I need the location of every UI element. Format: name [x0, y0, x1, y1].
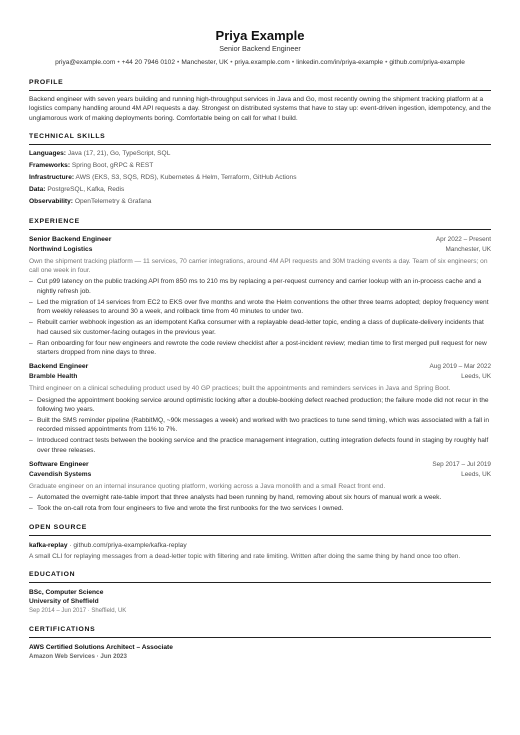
skill-value: AWS (EKS, S3, SQS, RDS), Kubernetes & Helm, Terraform, GitHub Actions [75, 173, 297, 181]
job-title: Senior Backend Engineer [29, 235, 112, 243]
education-meta: Sep 2014 – Jun 2017 · Sheffield, UK [29, 607, 127, 614]
skill-row-frameworks [29, 160, 491, 172]
bullet-item: – Ran onboarding for four new engineers and rewrote the code review checklist after a post-incident review; median time to first merged pull request for new starters dropped from nine days to three. [29, 339, 491, 358]
contact-separator: • [385, 59, 388, 66]
skill-row-observability [29, 196, 491, 208]
skill-value: Java (17, 21), Go, TypeScript, SQL [67, 149, 171, 157]
job-summary: Third engineer on a clinical scheduling product used by 40 GP practices; built the appointments and reminders services in Java and Spring Boot. [29, 385, 451, 393]
skill-row-data [29, 184, 491, 196]
bullet-item: – Built the SMS reminder pipeline (RabbitMQ, ~90k messages a week) and worked with two practices to tune send timing, which was associated with a fall in recorded missed appointments from 11% to 7%. [29, 416, 491, 435]
contact-email[interactable]: priya@example.com [55, 59, 116, 66]
job-bullets [29, 277, 491, 357]
project-link-separator: · [67, 541, 74, 549]
contact-linkedin[interactable]: linkedin.com/in/priya-example [296, 59, 384, 66]
contact-separator: • [230, 59, 233, 66]
project-name: kafka-replay [29, 541, 68, 549]
skills-list [29, 148, 491, 208]
bullet-item: – Automated the overnight rate-table import that three analysts had been running by hand, removing about six hours of manual work a week. [29, 493, 491, 502]
job-title: Backend Engineer [29, 363, 89, 371]
education-school: University of Sheffield [29, 598, 99, 606]
candidate-name: Priya Example [215, 28, 305, 43]
project-link[interactable]: github.com/priya-example/kafka-replay [73, 541, 187, 549]
candidate-role: Senior Backend Engineer [219, 44, 301, 53]
open-source-project [29, 541, 491, 551]
skill-label: Data: [29, 185, 46, 193]
contact-separator: • [117, 59, 120, 66]
job-location: Leeds, UK [461, 373, 491, 381]
bullet-item: – Designed the appointment booking service around optimistic locking after a double-booking defect reached production; the failure mode did not recur in the following two years. [29, 396, 491, 415]
job-entry-bramble [29, 362, 491, 455]
job-company: Bramble Health [29, 373, 78, 381]
job-bullets [29, 493, 491, 513]
profile-heading: PROFILE [29, 78, 491, 91]
contact-location: Manchester, UK [181, 59, 229, 66]
job-company: Cavendish Systems [29, 470, 92, 478]
skills-heading: TECHNICAL SKILLS [29, 132, 491, 145]
job-location: Manchester, UK [445, 245, 491, 253]
certification-name: AWS Certified Solutions Architect – Associate [29, 643, 173, 651]
skill-row-languages [29, 148, 491, 160]
job-company: Northwind Logistics [29, 245, 93, 253]
skill-label: Infrastructure: [29, 173, 75, 181]
job-bullets [29, 396, 491, 455]
job-title: Software Engineer [29, 460, 89, 468]
bullet-item: – Rebuilt carrier webhook ingestion as an idempotent Kafka consumer with a replayable dead-letter topic, ending a class of duplicate-delivery incidents that had caused six customer-facing outages in the previous year. [29, 318, 491, 337]
skill-label: Observability: [29, 197, 73, 205]
skill-value: Spring Boot, gRPC & REST [71, 161, 154, 169]
education-heading: EDUCATION [29, 570, 491, 583]
skill-label: Frameworks: [29, 161, 71, 169]
bullet-item: – Took the on-call rota from four engineers to five and wrote the first runbooks for the two services I owned. [29, 504, 491, 513]
job-dates: Aug 2019 – Mar 2022 [429, 363, 491, 371]
bullet-item: – Introduced contract tests between the booking service and the practice management integration, cutting integration defects found in staging by roughly half over three releases. [29, 436, 491, 455]
job-entry-northwind [29, 235, 491, 357]
skill-row-infrastructure [29, 172, 491, 184]
skill-value: PostgreSQL, Kafka, Redis [47, 185, 125, 193]
project-description: A small CLI for replaying messages from a dead-letter topic with filtering and rate limiting. Written after doing the same thing by hand once too often. [29, 552, 461, 560]
job-entry-cavendish [29, 460, 491, 514]
job-dates: Sep 2017 – Jul 2019 [432, 460, 491, 468]
job-dates: Apr 2022 – Present [435, 235, 491, 243]
certification-meta: Amazon Web Services · Jun 2023 [29, 653, 127, 661]
contact-separator: • [291, 59, 295, 66]
open-source-heading: OPEN SOURCE [29, 523, 491, 536]
contact-separator: • [177, 59, 180, 66]
bullet-item: – Led the migration of 14 services from EC2 to EKS over five months and wrote the Helm conventions the other three teams adopted; deploy frequency went from weekly releases to around 30 a week, and rollback time from 40 minutes to under two. [29, 298, 491, 317]
job-summary: Own the shipment tracking platform — 11 services, 70 carrier integrations, around 4M API requests and 30M tracking events a day. Team of six engineers; on call one week in four. [29, 257, 488, 275]
job-location: Leeds, UK [461, 470, 491, 478]
skill-value: OpenTelemetry & Grafana [74, 197, 152, 205]
contact-github[interactable]: github.com/priya-example [389, 59, 465, 66]
contact-line [29, 58, 491, 67]
profile-text: Backend engineer with seven years building and running high-throughput services in Java and Go, most recently owning the shipment tracking platform at a logistics company handling around 4M API requests a day. Strongest on distributed systems that have to stay up: event-driven ingestion, idempotency, and the unglamorous work of making deployments boring. Comfortable being on call for what I build. [29, 96, 491, 122]
contact-website[interactable]: priya.example.com [234, 59, 290, 66]
experience-heading: EXPERIENCE [29, 217, 491, 230]
contact-phone: +44 20 7946 0102 [121, 59, 175, 66]
bullet-item: – Cut p99 latency on the public tracking API from 850 ms to 210 ms by replacing a per-request currency and carrier lookup with an in-process cache and a nightly refresh job. [29, 277, 491, 296]
skill-label: Languages: [29, 149, 67, 157]
certifications-heading: CERTIFICATIONS [29, 625, 491, 638]
job-summary: Graduate engineer on an internal insurance quoting platform, working across a Java monolith and a small React front end. [29, 482, 386, 490]
education-degree: BSc, Computer Science [29, 588, 104, 596]
